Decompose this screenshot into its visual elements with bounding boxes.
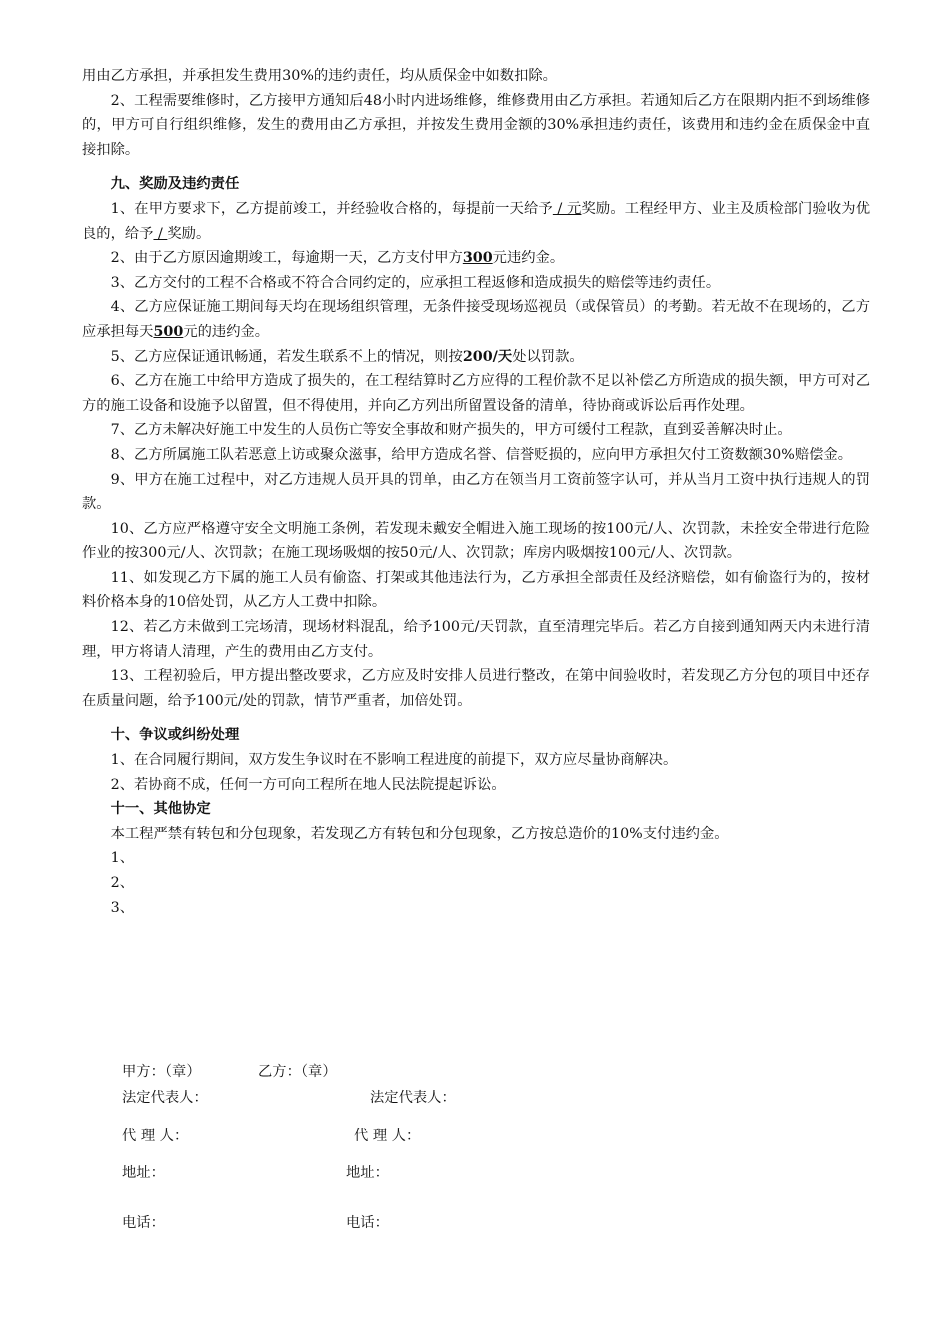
legal-rep-a: 法定代表人： <box>122 1090 208 1106</box>
s10-item-1: 1、在合同履行期间，双方发生争议时在不影响工程进度的前提下，双方应尽量协商解决。 <box>110 752 678 769</box>
s9-item-5: 5、乙方应保证通讯畅通，若发生联系不上的情况，则按200/天处以罚款。 <box>110 348 584 365</box>
section-9-heading: 九、奖励及违约责任 <box>110 176 240 193</box>
s9-item-3: 3、乙方交付的工程不合格或不符合合同约定的，应承担工程返修和造成损失的赔偿等违约责任。 <box>110 274 721 291</box>
address-b: 地址： <box>346 1165 389 1181</box>
s9-item-9: 9、甲方在施工过程中，对乙方违规人员开具的罚单，由乙方在领当月工资前签字认可，并从当月工资中执行违规人的罚款。 <box>82 471 870 513</box>
contact-penalty-amount: 200/天 <box>462 348 513 365</box>
reward-blank-2: / <box>153 225 168 242</box>
absence-penalty-amount: 500 <box>153 323 184 340</box>
s10-item-2: 2、若协商不成，任何一方可向工程所在地人民法院提起诉讼。 <box>110 776 506 793</box>
legal-rep-b: 法定代表人： <box>370 1090 456 1106</box>
paragraph-warranty-cont: 用由乙方承担，并承担发生费用30%的违约责任，均从质保金中如数扣除。 <box>82 68 557 84</box>
s9-item-12: 12、若乙方未做到工完场清，现场材料混乱，给予100元/天罚款，直至清理完毕后。若乙方自接到通知两天内未进行清理，甲方将请人清理，产生的费用由乙方支付。 <box>82 619 870 660</box>
agent-b: 代 理 人： <box>354 1128 421 1144</box>
phone-b: 电话： <box>346 1215 389 1231</box>
s9-item-4: 4、乙方应保证施工期间每天均在现场组织管理，无条件接受现场巡视员（或保管员）的考勤。若无故不在现场的，乙方应承担每天500元的违约金。 <box>82 299 870 340</box>
s9-item-2: 2、由于乙方原因逾期竣工，每逾期一天，乙方支付甲方300元违约金。 <box>110 250 565 267</box>
s9-item-1: 1、在甲方要求下，乙方提前竣工，并经验收合格的，每提前一天给予 / 元奖励。工程经甲方、业主及质检部门验收为优良的，给予 / 奖励。 <box>82 200 871 242</box>
party-b-seal: 乙方：（章） <box>258 1064 337 1080</box>
s9-item-10: 10、乙方应严格遵守安全文明施工条例，若发现未戴安全帽进入施工现场的按100元/人、次罚款，未拴安全带进行危险作业的按300元/人、次罚款；在施工现场吸烟的按50元/人、次罚款；库房内吸烟按100元/人、次罚款。 <box>82 520 870 562</box>
penalty-amount: 300 <box>462 250 493 267</box>
s9-item-6: 6、乙方在施工中给甲方造成了损失的，在工程结算时乙方应得的工程价款不足以补偿乙方所造成的损失额，甲方可对乙方的施工设备和设施予以留置，但不得使用，并向乙方列出所留置设备的清单，待协商或诉讼后再作处理。 <box>82 373 870 414</box>
s11-body: 本工程严禁有转包和分包现象，若发现乙方有转包和分包现象，乙方按总造价的10%支付违约金。 <box>110 825 729 842</box>
s11-blank-1: 1、 <box>110 850 134 867</box>
s9-item-8: 8、乙方所属施工队若恶意上访或聚众滋事，给甲方造成名誉、信誉贬损的，应向甲方承担欠付工资数额30%赔偿金。 <box>110 446 853 463</box>
party-a-seal: 甲方：（章） <box>122 1064 201 1080</box>
phone-a: 电话： <box>122 1215 165 1231</box>
agent-a: 代 理 人： <box>122 1128 189 1144</box>
s11-blank-3: 3、 <box>110 899 134 916</box>
section-10-heading: 十、争议或纠纷处理 <box>110 727 240 744</box>
address-a: 地址： <box>122 1165 165 1181</box>
contract-page <box>82 64 870 920</box>
s9-item-7: 7、乙方未解决好施工中发生的人员伤亡等安全事故和财产损失的，甲方可缓付工程款，直到妥善解决时止。 <box>110 422 792 439</box>
reward-blank-1: / 元 <box>552 200 582 217</box>
s9-item-11: 11、如发现乙方下属的施工人员有偷盗、打架或其他违法行为，乙方承担全部责任及经济赔偿，如有偷盗行为的，按材料价格本身的10倍处罚，从乙方人工费中扣除。 <box>82 569 870 611</box>
section-11-heading: 十一、其他协定 <box>110 801 211 818</box>
s9-item-13: 13、工程初验后，甲方提出整改要求，乙方应及时安排人员进行整改，在第中间验收时，若发现乙方分包的项目中还存在质量问题，给予100元/处的罚款，情节严重者，加倍处罚。 <box>82 668 870 709</box>
s11-blank-2: 2、 <box>110 875 134 891</box>
paragraph-repair: 2、工程需要维修时，乙方接甲方通知后48小时内进场维修，维修费用由乙方承担。若通知后乙方在限期内拒不到场维修的，甲方可自行组织维修，发生的费用由乙方承担，并按发生费用金额的30%承担违约责任，该费用和违约金在质保金中直接扣除。 <box>82 92 870 158</box>
